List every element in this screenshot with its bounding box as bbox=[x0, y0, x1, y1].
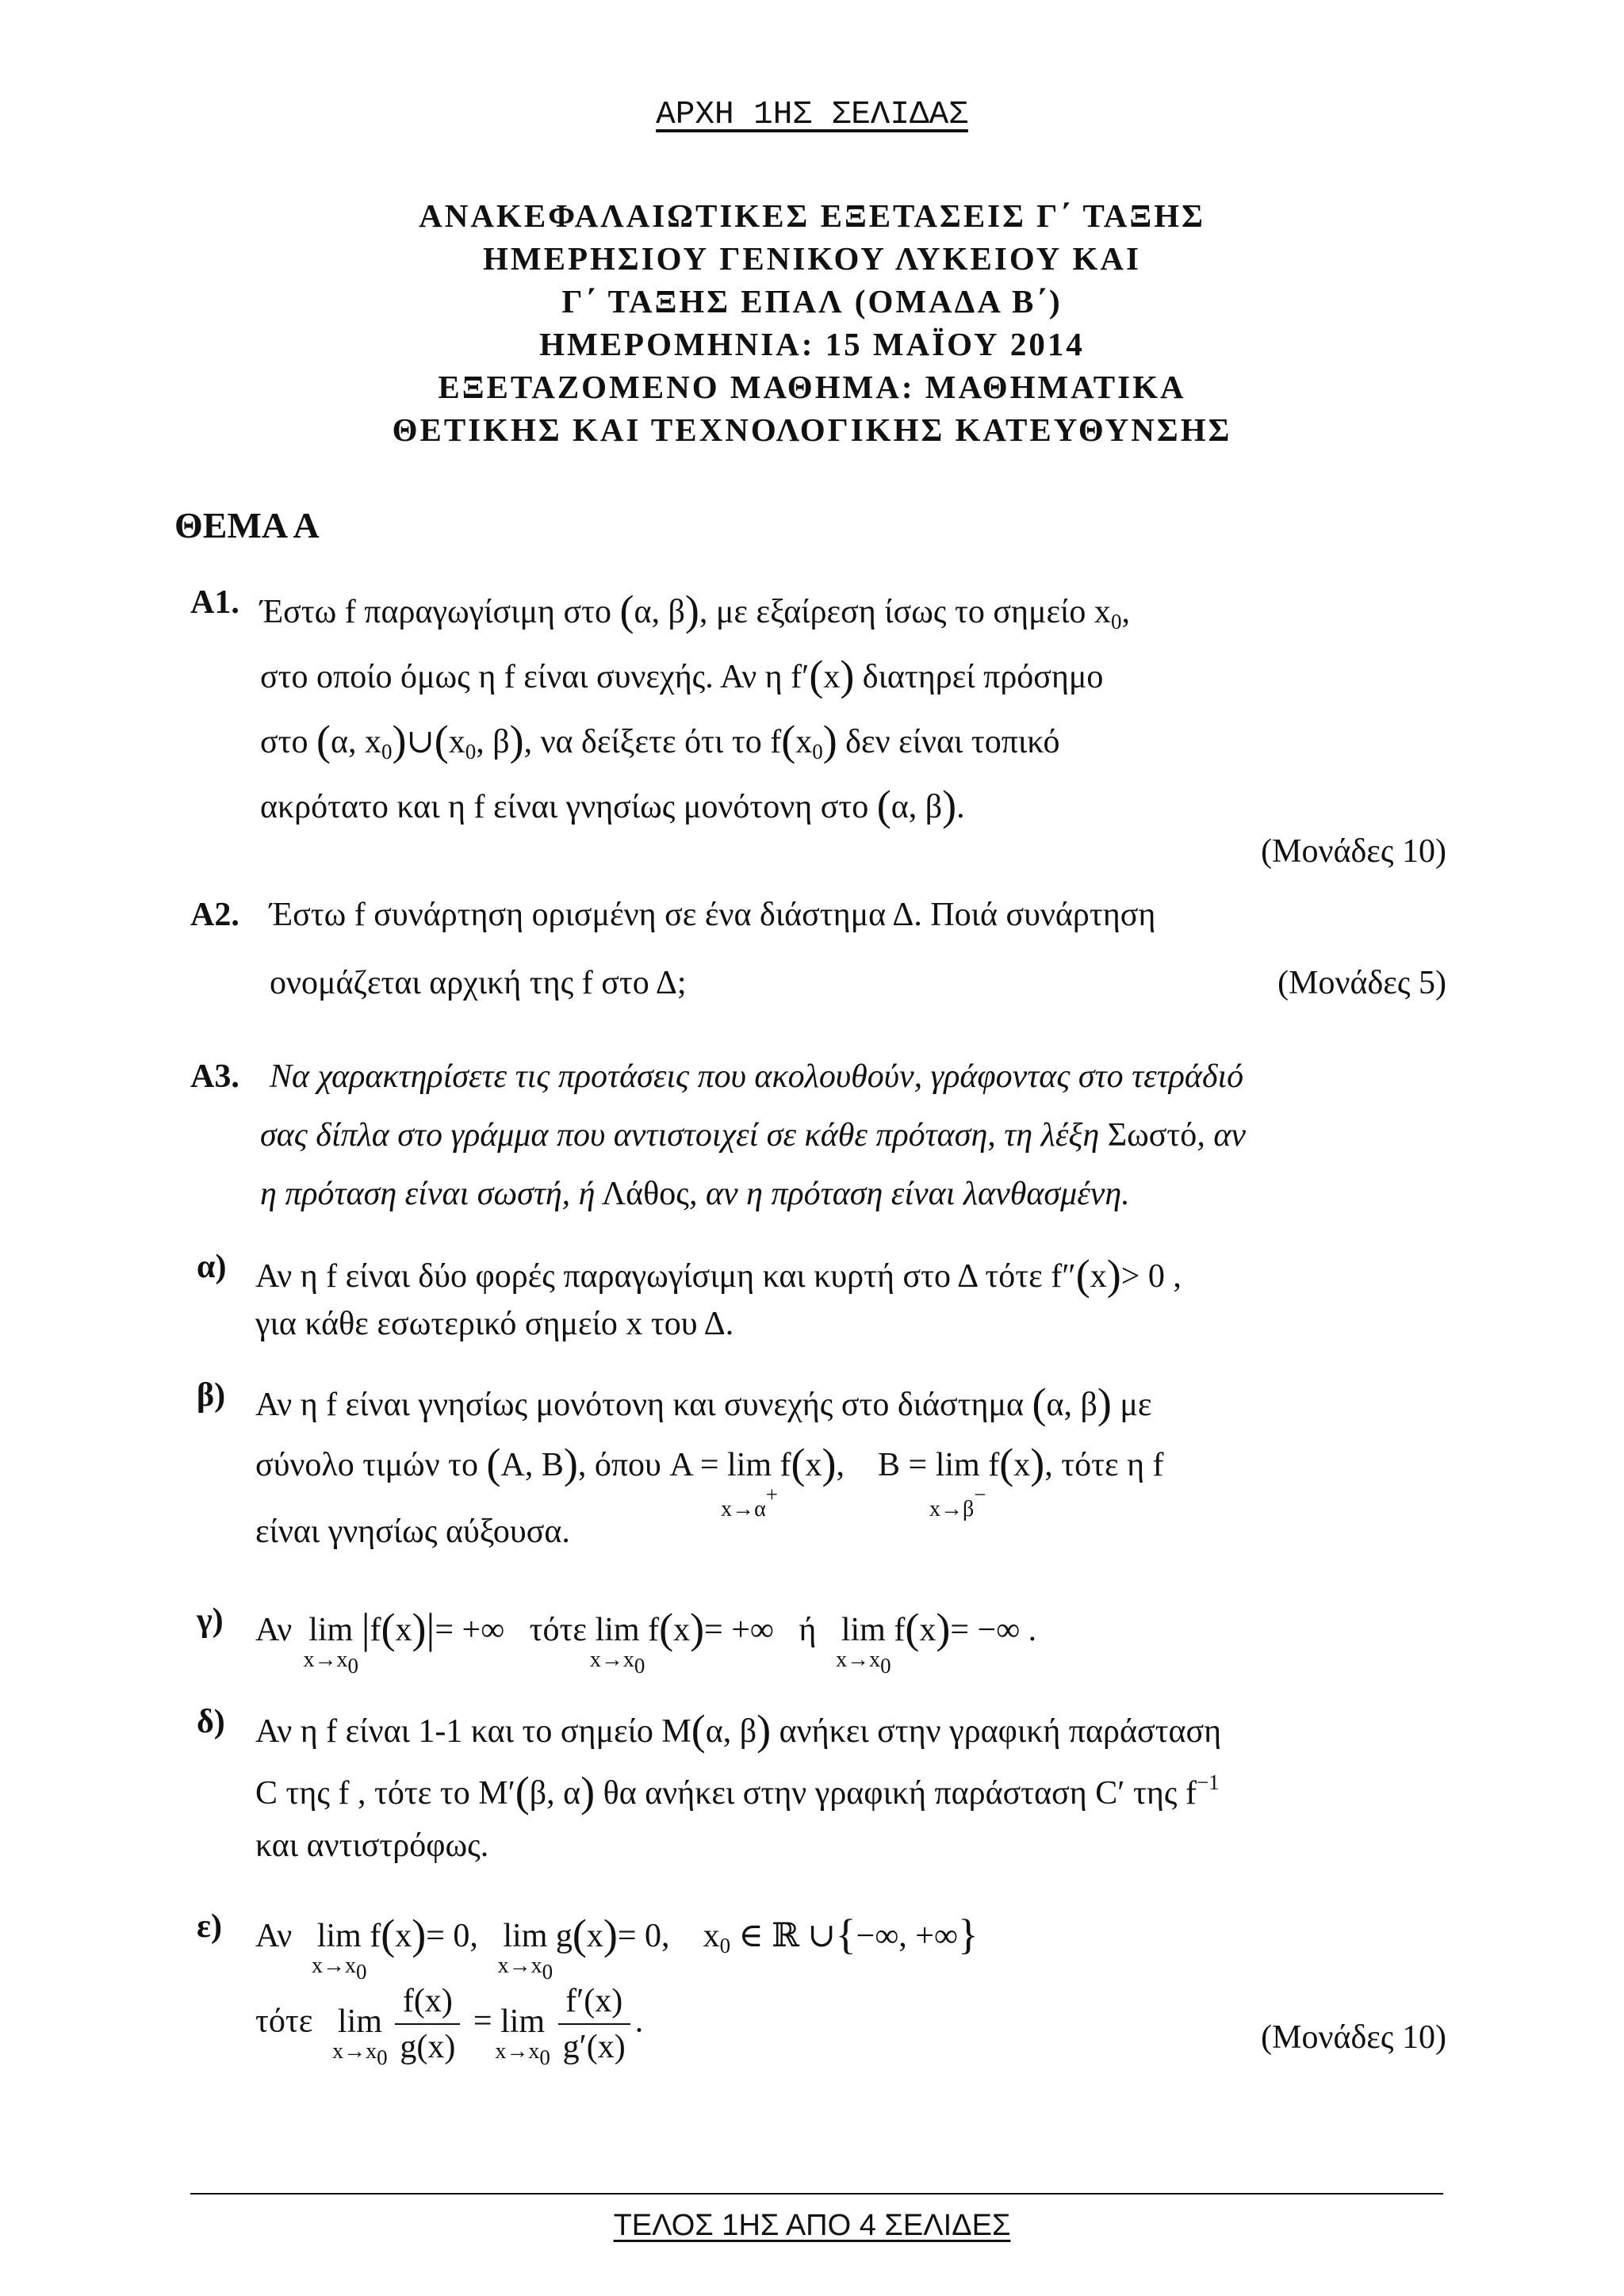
a3-line-2: σας δίπλα στο γράμμα που αντιστοιχεί σε κάθε πρόταση, τη λέξη Σωστό, αν bbox=[260, 1117, 1246, 1154]
title-line: ΗΜΕΡΟΜΗΝΙΑ: 15 ΜΑΪΟΥ 2014 bbox=[539, 326, 1085, 362]
lim-operator: lim $x\to x_0$ bbox=[836, 1612, 891, 1678]
item-a-line-1: Αν η f είναι δύο φορές παραγωγίσιμη και κυρτή στο Δ τότε f″(x)> 0 , bbox=[255, 1251, 1182, 1299]
lim-operator: lim x→β− bbox=[929, 1447, 986, 1521]
page-start-header: ΑΡΧΗ 1ΗΣ ΣΕΛΙΔΑΣ bbox=[656, 97, 968, 133]
item-e-line-2: τότε lim $x\to x_0$ $\frac{f(x)}{g(x)}$ = lim $x\to x_0$ $\frac{f'(x)}{g'(x)}$ . bbox=[255, 1983, 644, 2069]
a2-marks: (Μονάδες 5) bbox=[1277, 965, 1446, 1001]
item-d-line-1: Αν η f είναι 1-1 και το σημείο M(α, β) ανήκει στην γραφική παράσταση bbox=[255, 1706, 1222, 1754]
a2-line-2: ονομάζεται αρχική της f στο Δ; bbox=[270, 965, 687, 1001]
item-b-label: β) bbox=[197, 1377, 226, 1414]
page-end-footer: ΤΕΛΟΣ 1ΗΣ ΑΠΟ 4 ΣΕΛΙΔΕΣ bbox=[613, 2209, 1011, 2242]
fraction: $\frac{f(x)}{g(x)}$ bbox=[395, 1982, 460, 2066]
item-e-line-1: Αν lim $x\to x_0$ f(x)= 0, lim $x\to x_0$ g(x)= 0, $x_0$ ∈ ℝ ∪{−∞, +∞} bbox=[255, 1911, 979, 1984]
lim-operator: lim x→α+ bbox=[721, 1447, 778, 1521]
item-b-line-3: είναι γνησίως αύξουσα. bbox=[255, 1513, 570, 1550]
item-e-label: ε) bbox=[197, 1908, 222, 1945]
item-b-line-1: Αν η f είναι γνησίως μονότονη και συνεχής στο διάστημα (α, β) με bbox=[255, 1380, 1152, 1427]
lim-operator: lim $x\to x_0$ bbox=[497, 1918, 553, 1984]
a2-line-1: Έστω f συνάρτηση ορισμένη σε ένα διάστημα Δ. Ποιά συνάρτηση bbox=[270, 897, 1156, 933]
footer-divider bbox=[190, 2193, 1443, 2195]
title-line: ΗΜΕΡΗΣΙΟΥ ΓΕΝΙΚΟΥ ΛΥΚΕΙΟΥ ΚΑΙ bbox=[483, 240, 1141, 277]
item-a-line-2: για κάθε εσωτερικό σημείο x του Δ. bbox=[255, 1306, 734, 1342]
a3-label: Α3. bbox=[190, 1058, 239, 1095]
a1-line-1: Έστω f παραγωγίσιμη στο (α, β), με εξαίρεση ίσως το σημείο $x_0$, bbox=[260, 587, 1130, 634]
item-e-marks: (Μονάδες 10) bbox=[1261, 2019, 1446, 2056]
a1-line-3: στο (α, $x_0)\cup(x_0$, β), να δείξετε ότι το $f(x_0)$ δεν είναι τοπικό bbox=[260, 717, 1060, 764]
item-d-label: δ) bbox=[197, 1704, 225, 1740]
a3-line-3: η πρόταση είναι σωστή, ή Λάθος, αν η πρόταση είναι λανθασμένη. bbox=[260, 1176, 1130, 1212]
item-b-line-2: σύνολο τιμών το (A, B), όπου A = lim x→α+ f(x), B = lim x→β− f(x), τότε η f bbox=[255, 1440, 1164, 1521]
item-c-label: γ) bbox=[197, 1602, 224, 1639]
lim-operator: lim $x\to x_0$ bbox=[303, 1612, 358, 1678]
item-d-line-3: και αντιστρόφως. bbox=[255, 1827, 489, 1864]
title-line: ΑΝΑΚΕΦΑΛΑΙΩΤΙΚΕΣ ΕΞΕΤΑΣΕΙΣ Γ΄ ΤΑΞΗΣ bbox=[419, 197, 1205, 234]
item-a-label: α) bbox=[197, 1249, 227, 1285]
item-d-line-2: C της f , τότε το M′(β, α) θα ανήκει στην γραφική παράσταση C′ της $f^{-1}$ bbox=[255, 1768, 1220, 1816]
lim-operator: lim $x\to x_0$ bbox=[589, 1612, 645, 1678]
title-line: ΘΕΤΙΚΗΣ ΚΑΙ ΤΕΧΝΟΛΟΓΙΚΗΣ ΚΑΤΕΥΘΥΝΣΗΣ bbox=[392, 411, 1232, 448]
a2-label: Α2. bbox=[190, 897, 239, 933]
lim-operator: lim $x\to x_0$ bbox=[495, 2003, 550, 2069]
a3-line-1: Να χαρακτηρίσετε τις προτάσεις που ακολουθούν, γράφοντας στο τετράδιό bbox=[270, 1058, 1244, 1095]
title-line: Γ΄ ΤΑΞΗΣ ΕΠΑΛ (ΟΜΑΔΑ Β΄) bbox=[561, 283, 1063, 320]
lim-operator: lim $x\to x_0$ bbox=[311, 1918, 367, 1984]
fraction: $\frac{f'(x)}{g'(x)}$ bbox=[558, 1982, 630, 2066]
item-c-line-1: Αν lim $x\to x_0$ |f(x)|= +∞ τότε lim $x\to x_0$ f(x)= +∞ ή lim $x\to x_0$ f(x)= −∞ . bbox=[255, 1605, 1037, 1678]
exam-title bbox=[0, 194, 1624, 451]
a1-line-4: ακρότατο και η f είναι γνησίως μονότονη στο (α, β). bbox=[260, 782, 965, 829]
a1-marks: (Μονάδες 10) bbox=[1261, 833, 1446, 870]
a1-label: Α1. bbox=[190, 584, 239, 621]
title-line: ΕΞΕΤΑΖΟΜΕΝΟ ΜΑΘΗΜΑ: ΜΑΘΗΜΑΤΙΚΑ bbox=[438, 369, 1186, 405]
a1-line-2: στο οποίο όμως η f είναι συνεχής. Αν η f′(x) διατηρεί πρόσημο bbox=[260, 652, 1104, 699]
section-title: ΘΕΜΑ Α bbox=[174, 505, 320, 545]
lim-operator: lim $x\to x_0$ bbox=[332, 2003, 388, 2069]
